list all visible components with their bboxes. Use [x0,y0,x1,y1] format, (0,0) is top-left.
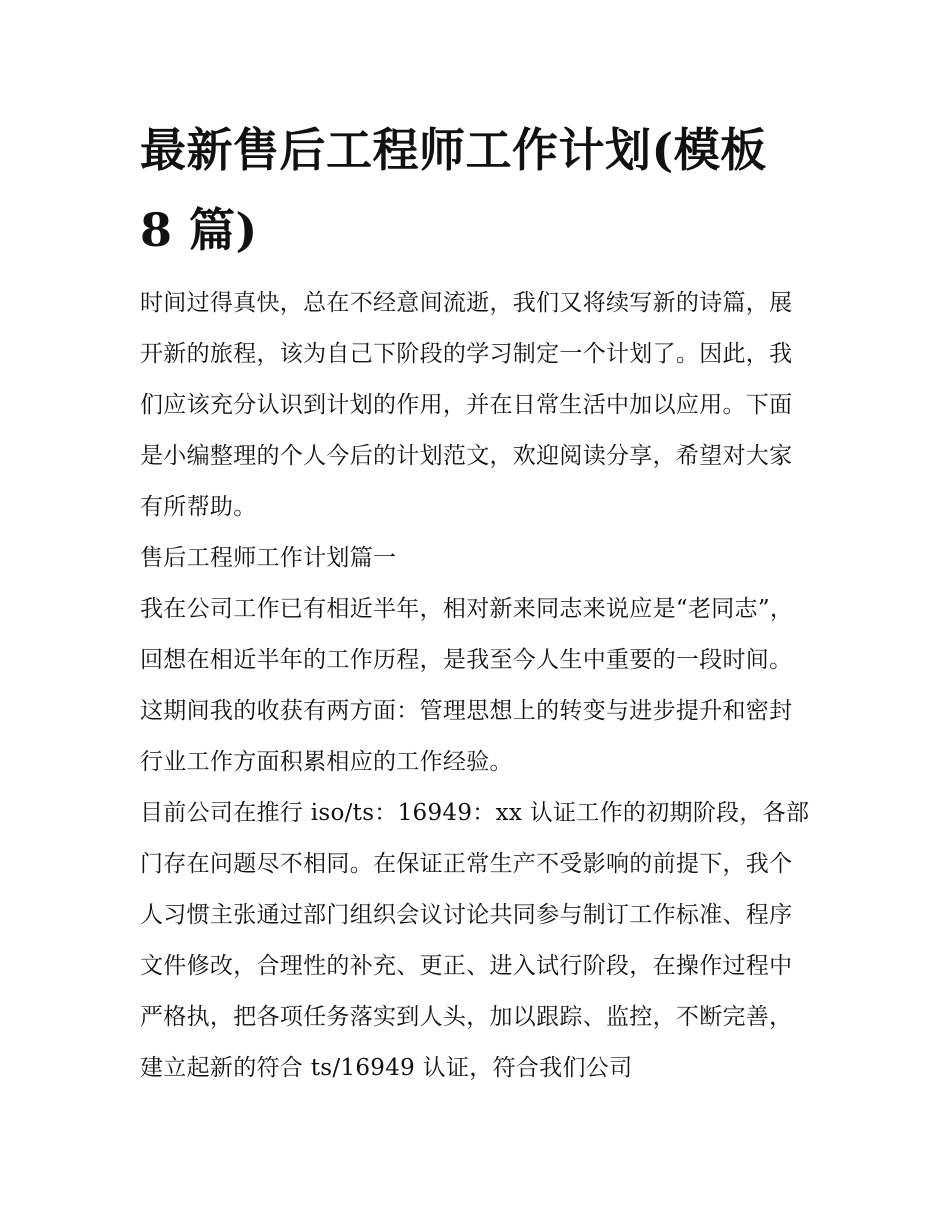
document-title: 最新售后工程师工作计划(模板 8 篇) [140,123,767,257]
document-page [140,110,812,1094]
body-paragraph: 我在公司工作已有相近半年，相对新来同志来说应是“老同志”，回想在相近半年的工作历程，是我至今人生中重要的一段时间。这期间我的收获有两方面：管理思想上的转变与进步提升和密封行业工作方面积累相应的工作经验。 [140,596,794,775]
intro-paragraph: 时间过得真快，总在不经意间流逝，我们又将续写新的诗篇，展开新的旅程，该为自己下阶段的学习制定一个计划了。因此，我们应该充分认识到计划的作用，并在日常生活中加以应用。下面是小编整理的个人今后的计划范文，欢迎阅读分享，希望对大家有所帮助。 [140,290,793,520]
body-paragraph: 目前公司在推行 iso/ts：16949：xx 认证工作的初期阶段，各部门存在问题尽不相同。在保证正常生产不受影响的前提下，我个人习惯主张通过部门组织会议讨论共同参与制订工作标准、程序文件修改，合理性的补充、更正、进入试行阶段，在操作过程中严格执，把各项任务落实到人头，加以跟踪、监控，不断完善，建立起新的符合 ts/16949 认证，符合我们公司 [140,800,810,1081]
section-heading: 售后工程师工作计划篇一 [140,545,397,571]
document-body [140,278,812,1094]
